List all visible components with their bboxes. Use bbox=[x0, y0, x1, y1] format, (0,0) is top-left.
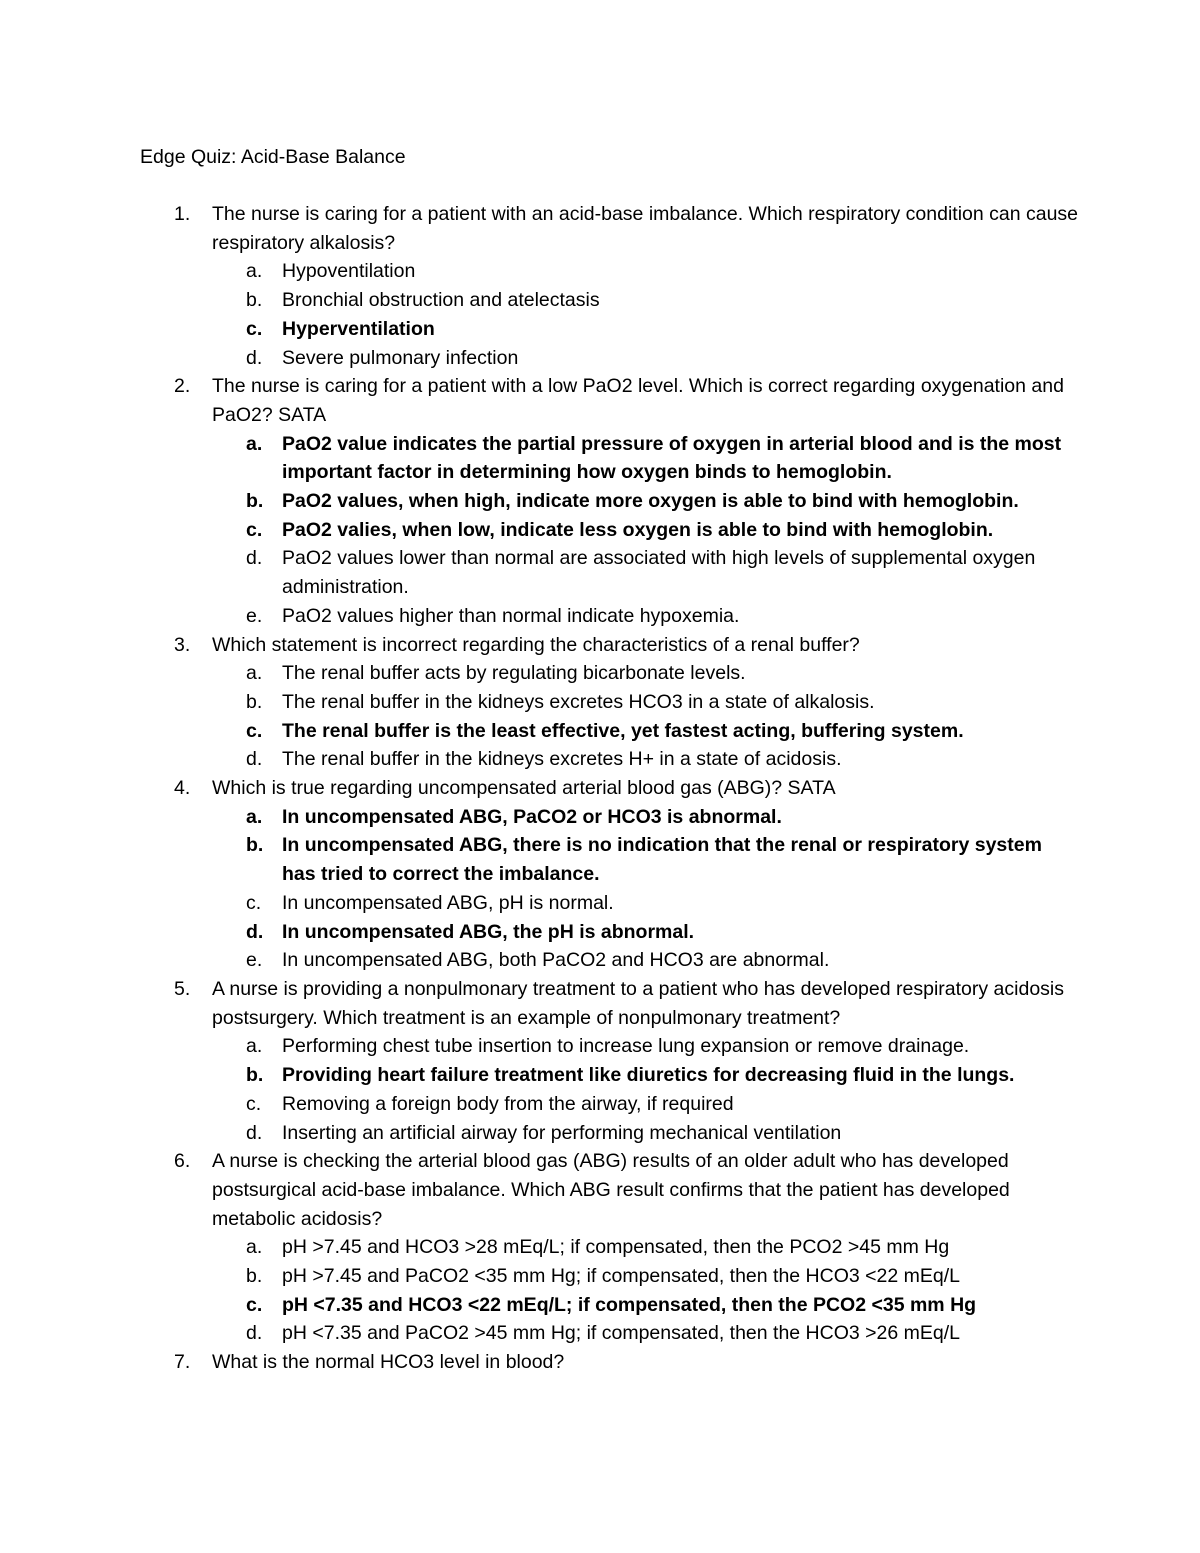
answer-option-correct bbox=[212, 717, 1080, 746]
answer-option bbox=[212, 344, 1080, 373]
option-letter: d. bbox=[246, 1322, 263, 1345]
option-letter: d. bbox=[246, 748, 263, 771]
option-text: pH >7.45 and HCO3 >28 mEq/L; if compensated, then the PCO2 >45 mm Hg bbox=[282, 1236, 950, 1259]
question-item bbox=[140, 200, 1080, 372]
option-text: In uncompensated ABG, there is no indication that the renal or respiratory system has tried to correct the imbalance. bbox=[282, 834, 1042, 886]
answer-option bbox=[212, 257, 1080, 286]
option-text: PaO2 value indicates the partial pressure of oxygen in arterial blood and is the most important factor in determining how oxygen binds to hemoglobin. bbox=[282, 432, 1062, 484]
option-letter: b. bbox=[246, 690, 263, 713]
option-letter: a. bbox=[246, 260, 263, 283]
answer-option bbox=[212, 1090, 1080, 1119]
answer-option-correct bbox=[212, 831, 1080, 888]
option-list bbox=[212, 659, 1080, 774]
option-list bbox=[212, 803, 1080, 975]
option-text: In uncompensated ABG, pH is normal. bbox=[282, 891, 614, 914]
option-letter: c. bbox=[246, 317, 263, 340]
option-letter: c. bbox=[246, 719, 263, 742]
option-list bbox=[212, 1032, 1080, 1147]
option-text: Inserting an artificial airway for performing mechanical ventilation bbox=[282, 1121, 842, 1144]
option-letter: e. bbox=[246, 604, 263, 627]
answer-option-correct bbox=[212, 487, 1080, 516]
question-item bbox=[140, 975, 1080, 1147]
question-item bbox=[140, 1147, 1080, 1348]
question-text: What is the normal HCO3 level in blood? bbox=[212, 1351, 565, 1374]
answer-option bbox=[212, 889, 1080, 918]
option-text: In uncompensated ABG, PaCO2 or HCO3 is abnormal. bbox=[282, 805, 782, 828]
option-letter: c. bbox=[246, 1293, 263, 1316]
option-text: In uncompensated ABG, both PaCO2 and HCO3 are abnormal. bbox=[282, 949, 830, 972]
option-text: Hypoventilation bbox=[282, 260, 416, 283]
option-text: pH <7.35 and HCO3 <22 mEq/L; if compensated, then the PCO2 <35 mm Hg bbox=[282, 1293, 977, 1316]
question-item bbox=[140, 1348, 1080, 1377]
option-text: Severe pulmonary infection bbox=[282, 346, 519, 369]
option-text: Removing a foreign body from the airway, if required bbox=[282, 1092, 734, 1115]
question-text: A nurse is providing a nonpulmonary treatment to a patient who has developed respiratory acidosis postsurgery. Which treatment is an example of nonpulmonary treatment? bbox=[212, 977, 1064, 1029]
option-text: The renal buffer acts by regulating bicarbonate levels. bbox=[282, 662, 746, 685]
option-letter: a. bbox=[246, 1236, 263, 1259]
answer-option bbox=[212, 1032, 1080, 1061]
answer-option-correct bbox=[212, 315, 1080, 344]
option-letter: a. bbox=[246, 662, 263, 685]
option-letter: c. bbox=[246, 518, 263, 541]
option-text: Bronchial obstruction and atelectasis bbox=[282, 289, 600, 312]
question-number: 3. bbox=[174, 633, 191, 656]
option-letter: e. bbox=[246, 949, 263, 972]
question-number: 4. bbox=[174, 777, 191, 800]
answer-option bbox=[212, 544, 1080, 601]
option-letter: c. bbox=[246, 891, 262, 914]
question-item bbox=[140, 774, 1080, 975]
option-letter: a. bbox=[246, 432, 263, 455]
option-list bbox=[212, 430, 1080, 631]
option-letter: b. bbox=[246, 490, 264, 513]
option-letter: a. bbox=[246, 1035, 263, 1058]
option-text: The renal buffer in the kidneys excretes H+ in a state of acidosis. bbox=[282, 748, 842, 771]
option-letter: d. bbox=[246, 547, 263, 570]
answer-option bbox=[212, 1233, 1080, 1262]
option-letter: b. bbox=[246, 834, 264, 857]
option-text: Hyperventilation bbox=[282, 317, 435, 340]
option-letter: d. bbox=[246, 1121, 263, 1144]
answer-option-correct bbox=[212, 516, 1080, 545]
question-item bbox=[140, 631, 1080, 775]
option-letter: b. bbox=[246, 289, 263, 312]
question-number: 1. bbox=[174, 203, 191, 225]
option-text: The renal buffer is the least effective, yet fastest acting, buffering system. bbox=[282, 719, 964, 742]
option-letter: b. bbox=[246, 1265, 263, 1288]
question-text: A nurse is checking the arterial blood gas (ABG) results of an older adult who has developed postsurgical acid-base imbalance. Which ABG result confirms that the patient has developed metabolic acidosis? bbox=[212, 1150, 1010, 1230]
question-text: The nurse is caring for a patient with an acid-base imbalance. Which respiratory condition can cause respiratory alkalosis? bbox=[212, 203, 1079, 254]
answer-option bbox=[212, 1319, 1080, 1348]
answer-option-correct bbox=[212, 918, 1080, 947]
question-number: 2. bbox=[174, 375, 191, 398]
question-number: 7. bbox=[174, 1351, 191, 1374]
option-text: PaO2 values lower than normal are associated with high levels of supplemental oxygen administration. bbox=[282, 547, 1036, 599]
option-letter: b. bbox=[246, 1064, 264, 1087]
answer-option-correct bbox=[212, 1291, 1080, 1320]
option-text: In uncompensated ABG, the pH is abnormal. bbox=[282, 920, 695, 943]
question-list bbox=[140, 200, 1080, 1377]
option-text: PaO2 values higher than normal indicate hypoxemia. bbox=[282, 604, 740, 627]
answer-option bbox=[212, 745, 1080, 774]
option-letter: a. bbox=[246, 805, 263, 828]
question-number: 5. bbox=[174, 977, 191, 1000]
question-text: Which statement is incorrect regarding the characteristics of a renal buffer? bbox=[212, 633, 860, 656]
answer-option-correct bbox=[212, 803, 1080, 832]
question-text: The nurse is caring for a patient with a low PaO2 level. Which is correct regarding oxygenation and PaO2? SATA bbox=[212, 375, 1064, 426]
question-item bbox=[140, 372, 1080, 630]
option-letter: d. bbox=[246, 346, 263, 369]
document-title: Edge Quiz: Acid-Base Balance bbox=[140, 146, 406, 168]
option-text: The renal buffer in the kidneys excretes HCO3 in a state of alkalosis. bbox=[282, 690, 875, 713]
option-list bbox=[212, 1233, 1080, 1348]
option-letter: c. bbox=[246, 1092, 262, 1115]
option-text: pH >7.45 and PaCO2 <35 mm Hg; if compensated, then the HCO3 <22 mEq/L bbox=[282, 1265, 961, 1288]
question-number: 6. bbox=[174, 1150, 191, 1173]
option-text: pH <7.35 and PaCO2 >45 mm Hg; if compensated, then the HCO3 >26 mEq/L bbox=[282, 1322, 961, 1345]
option-text: PaO2 values, when high, indicate more oxygen is able to bind with hemoglobin. bbox=[282, 490, 1019, 513]
answer-option bbox=[212, 1262, 1080, 1291]
answer-option-correct bbox=[212, 1061, 1080, 1090]
option-list bbox=[212, 257, 1080, 372]
answer-option bbox=[212, 602, 1080, 631]
answer-option bbox=[212, 659, 1080, 688]
option-text: PaO2 valies, when low, indicate less oxygen is able to bind with hemoglobin. bbox=[282, 518, 994, 541]
answer-option-correct bbox=[212, 430, 1080, 487]
answer-option bbox=[212, 688, 1080, 717]
option-text: Providing heart failure treatment like diuretics for decreasing fluid in the lungs. bbox=[282, 1064, 1015, 1087]
option-letter: d. bbox=[246, 920, 264, 943]
answer-option bbox=[212, 286, 1080, 315]
answer-option bbox=[212, 1119, 1080, 1148]
option-text: Performing chest tube insertion to increase lung expansion or remove drainage. bbox=[282, 1035, 970, 1058]
answer-option bbox=[212, 946, 1080, 975]
question-text: Which is true regarding uncompensated arterial blood gas (ABG)? SATA bbox=[212, 777, 836, 800]
